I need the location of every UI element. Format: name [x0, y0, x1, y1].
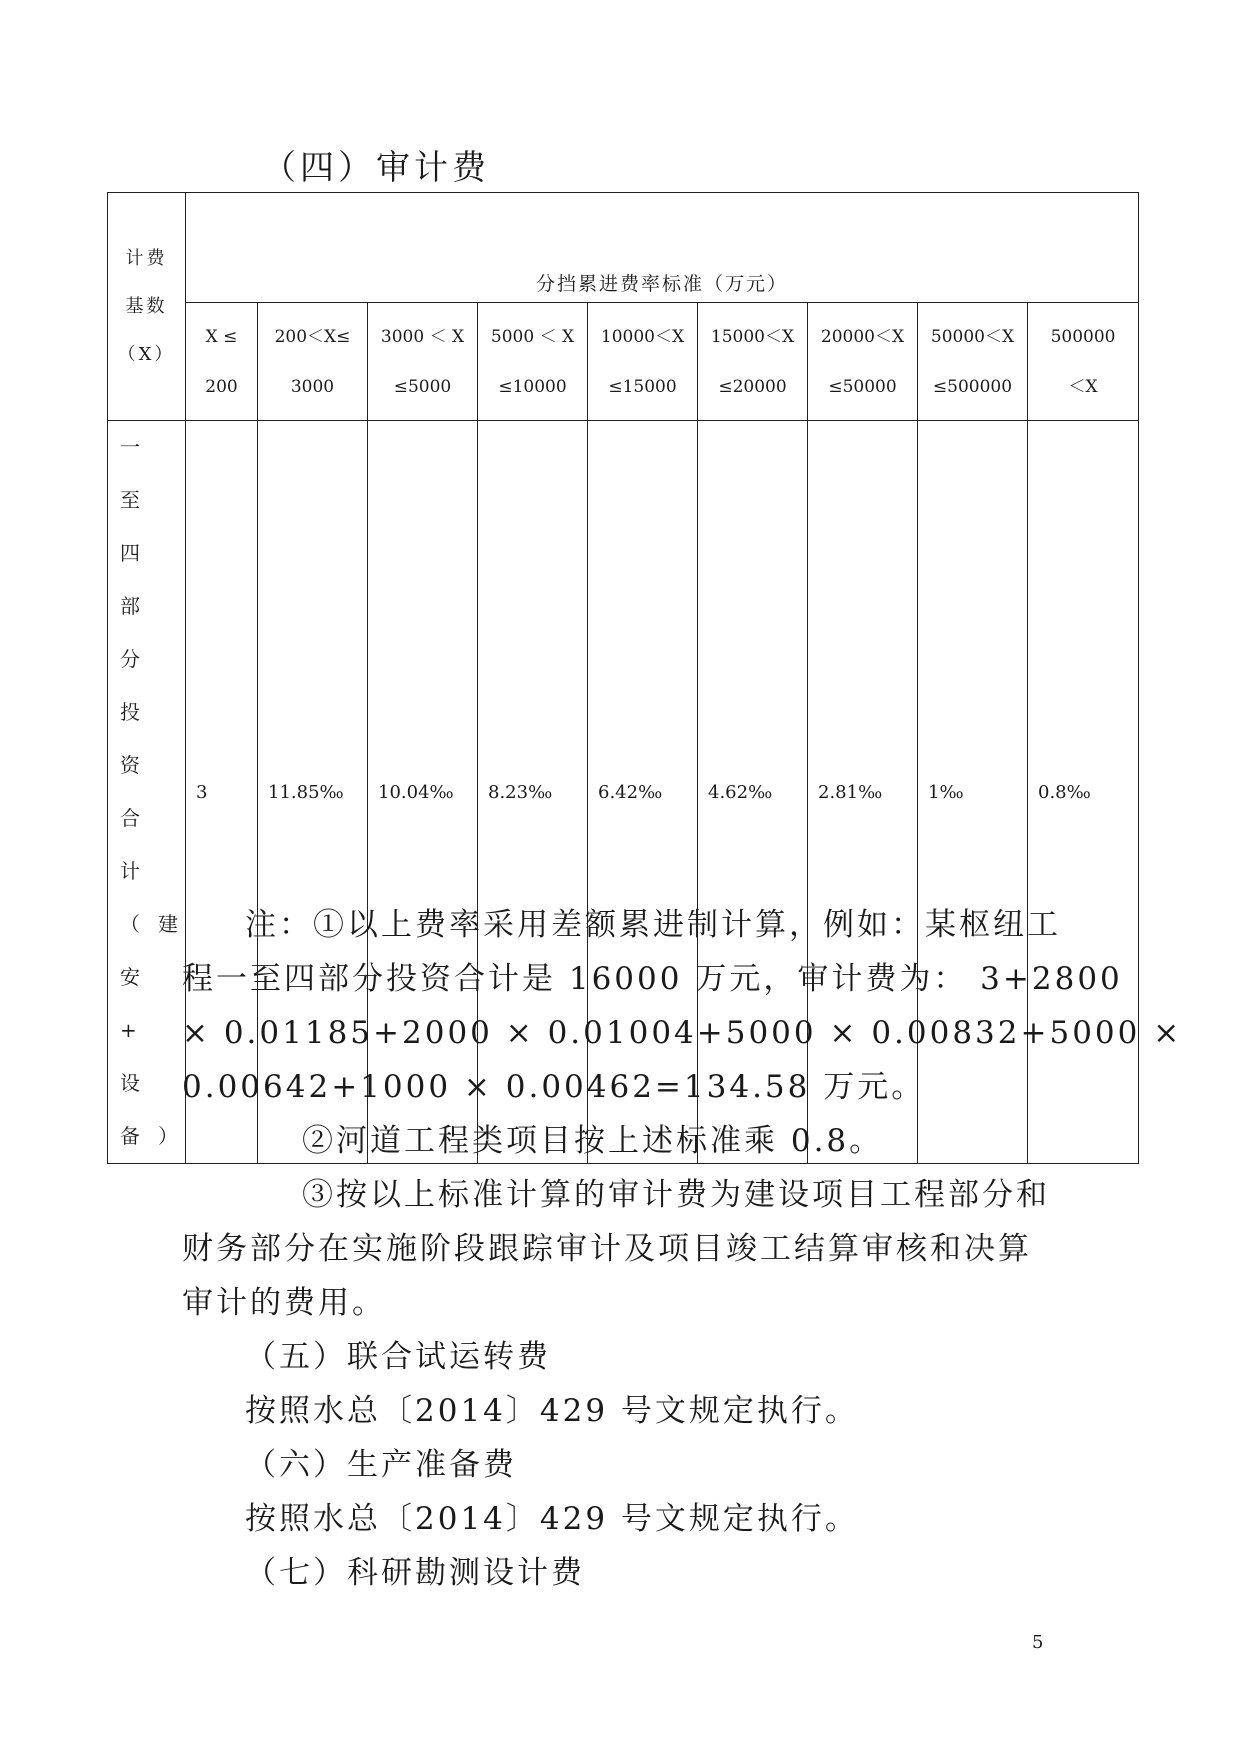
range-line-2: 3000: [290, 376, 335, 397]
row-label-line: 分投: [120, 647, 158, 724]
row-label-line: 备）: [120, 1124, 196, 1148]
range-line-2: 200: [205, 376, 238, 397]
row-label-line: 设: [120, 1071, 158, 1095]
range-line-2: ≤50000: [828, 376, 897, 397]
section-7-title: （七）科研勘测设计费: [245, 1555, 585, 1591]
range-header: [588, 303, 698, 421]
range-line-2: ＜X: [1068, 376, 1098, 397]
range-line-1: 5000 ＜ X: [490, 326, 575, 347]
investment-total-label: [108, 421, 196, 1164]
range-line-1: 15000＜X: [710, 326, 795, 347]
note-1-line: 0.00642+1000 × 0.00462=134.58 万元。: [182, 1069, 926, 1105]
range-line-1: 10000＜X: [600, 326, 685, 347]
note-1-line: 程一至四部分投资合计是 16000 万元，审计费为： 3+2800: [182, 961, 1123, 997]
row-label-line: 安 +: [120, 965, 158, 1042]
range-line-1: 500000: [1050, 326, 1116, 347]
rate-cell: 4.62‰: [698, 421, 808, 1164]
row-label-line: （建: [120, 912, 196, 936]
range-line-2: ≤500000: [932, 376, 1013, 397]
range-line-2: ≤10000: [498, 376, 567, 397]
range-header: [918, 303, 1028, 421]
rate-cell: 3: [186, 421, 258, 1164]
section-6-title: （六）生产准备费: [245, 1447, 517, 1483]
range-line-2: ≤5000: [393, 376, 452, 397]
range-header: [1028, 303, 1139, 421]
row-label-line: 资合: [120, 753, 158, 830]
range-header: [698, 303, 808, 421]
row-label-line: 四部: [120, 541, 158, 618]
range-line-1: 50000＜X: [930, 326, 1015, 347]
range-line-1: 20000＜X: [820, 326, 905, 347]
rate-cell: 11.85‰: [258, 421, 368, 1164]
fee-base-header: [108, 193, 186, 421]
rate-cell: 2.81‰: [808, 421, 918, 1164]
note-2: ②河道工程类项目按上述标准乘 0.8。: [302, 1123, 884, 1159]
range-line-1: 200＜X≤: [274, 326, 351, 347]
section-5-body: 按照水总〔2014〕429 号文规定执行。: [245, 1393, 859, 1429]
range-line-1: X ≤: [205, 326, 238, 347]
range-header: [478, 303, 588, 421]
rate-cell: 0.8‰: [1028, 421, 1139, 1164]
rate-cell: 1‰: [918, 421, 1028, 1164]
fee-base-header-line: 基数: [125, 295, 168, 317]
rate-cell: 8.23‰: [478, 421, 588, 1164]
section-6-body: 按照水总〔2014〕429 号文规定执行。: [245, 1501, 859, 1537]
range-line-2: ≤15000: [608, 376, 677, 397]
section-5-title: （五）联合试运转费: [245, 1339, 551, 1375]
note-3-line: ③按以上标准计算的审计费为建设项目工程部分和: [302, 1177, 1050, 1213]
note-3-line: 审计的费用。: [182, 1285, 386, 1321]
note-3-line: 财务部分在实施阶段跟踪审计及项目竣工结算审核和决算: [182, 1231, 1032, 1267]
range-header: [186, 303, 258, 421]
rate-cell: 10.04‰: [368, 421, 478, 1164]
section-title-audit-fee: （四）审计费: [262, 148, 490, 188]
page-number: 5: [1032, 1632, 1044, 1653]
rate-cell: 6.42‰: [588, 421, 698, 1164]
row-label-line: 计: [120, 859, 158, 883]
note-1-line: × 0.01185+2000 × 0.01004+5000 × 0.00832+5000 ×: [182, 1015, 1183, 1051]
range-line-1: 3000 ＜ X: [380, 326, 465, 347]
range-header: [258, 303, 368, 421]
range-header: [368, 303, 478, 421]
note-1-line: 注：①以上费率采用差额累进制计算，例如：某枢纽工: [245, 907, 1061, 943]
rate-group-header: 分挡累进费率标准（万元）: [186, 193, 1139, 303]
fee-base-header-line: 计费: [125, 247, 168, 269]
range-header: [808, 303, 918, 421]
row-label-line: 一至: [120, 435, 158, 512]
range-line-2: ≤20000: [718, 376, 787, 397]
fee-base-header-line: （X）: [117, 343, 176, 365]
